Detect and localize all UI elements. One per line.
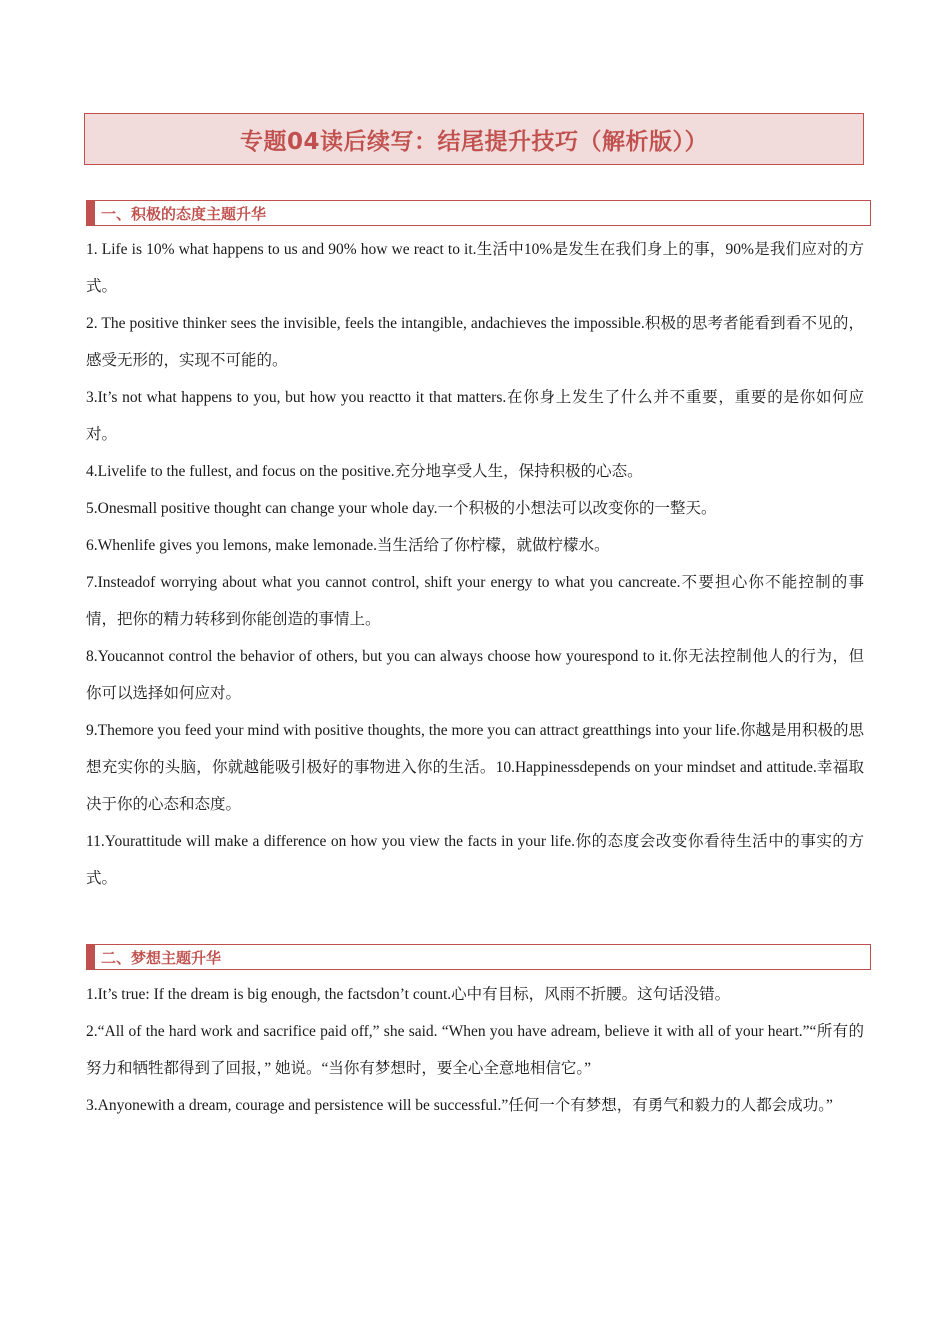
quote-item: 7.Insteadof worrying about what you cannot control, shift your energy to what you cancreate.不要担心你不能控制的事情，把你的精力转移到你能创造的事情上。 [86,574,864,628]
quote-item: 8.Youcannot control the behavior of others, but you can always choose how yourespond to it.你无法控制他人的行为，但你可以选择如何应对。 [86,648,864,702]
section-body-attitude [86,231,864,897]
section-heading-text: 一、积极的态度主题升华 [101,204,267,223]
quote-item: 5.Onesmall positive thought can change your whole day.一个积极的小想法可以改变你的一整天。 [86,500,717,517]
section-heading-attitude [86,200,871,226]
quote-item: 9.Themore you feed your mind with positive thoughts, the more you can attract greatthings into your life.你越是用积极的思想充实你的头脑，你就越能吸引极好的事物进入你的生活。10.Happinessdepends on your mindset and attitude.幸福取决于你的心态和态度。 [86,722,864,813]
quote-item: 3.It’s not what happens to you, but how you reactto it that matters.在你身上发生了什么并不重要，重要的是你如何应对。 [86,389,864,443]
quote-item: 2.“All of the hard work and sacrifice paid off,” she said. “When you have adream, believe it with all of your heart.”“所有的努力和牺牲都得到了回报，” 她说。“当你有梦想时，要全心全意地相信它。” [86,1023,864,1077]
title-box [84,113,864,165]
section-heading-dream [86,944,871,970]
document-title: 专题04读后续写：结尾提升技巧（解析版）） [239,128,708,155]
quote-item: 2. The positive thinker sees the invisible, feels the intangible, andachieves the impossible.积极的思考者能看到看不见的，感受无形的，实现不可能的。 [86,315,864,369]
quote-item: 4.Livelife to the fullest, and focus on the positive.充分地享受人生，保持积极的心态。 [86,463,643,480]
quote-item: 3.Anyonewith a dream, courage and persistence will be successful.”任何一个有梦想，有勇气和毅力的人都会成功。” [86,1097,833,1114]
quote-item: 1. Life is 10% what happens to us and 90% how we react to it.生活中10%是发生在我们身上的事，90%是我们应对的方式。 [86,241,864,295]
quote-item: 11.Yourattitude will make a difference on how you view the facts in your life.你的态度会改变你看待生活中的事实的方式。 [86,833,864,887]
quote-item: 1.It’s true: If the dream is big enough, the factsdon’t count.心中有目标，风雨不折腰。这句话没错。 [86,986,731,1003]
quote-item: 6.Whenlife gives you lemons, make lemonade.当生活给了你柠檬，就做柠檬水。 [86,537,610,554]
section-heading-text: 二、梦想主题升华 [101,948,222,967]
section-body-dream [86,976,864,1124]
